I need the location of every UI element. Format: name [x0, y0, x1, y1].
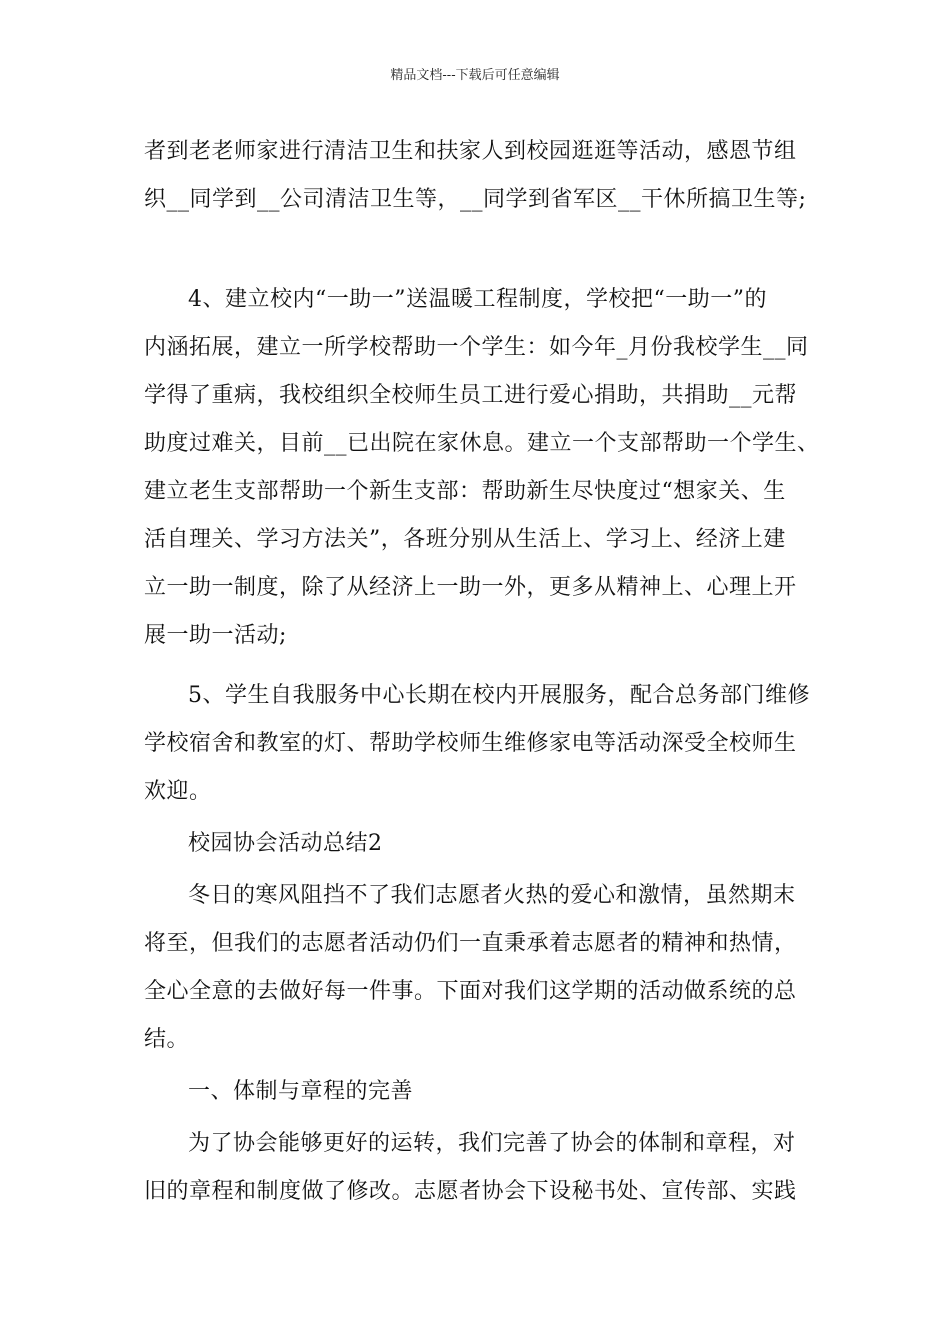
text-line: 一、体制与章程的完善 [188, 1079, 414, 1104]
text-line: 助度过难关，目前__已出院在家休息。建立一个支部帮助一个学生、 [144, 431, 820, 456]
paragraph-intro [144, 872, 824, 1064]
page-header: 精品文档---下载后可任意编辑 [390, 68, 560, 83]
text-line: 欢迎。 [144, 779, 212, 804]
paragraph-item-5 [144, 672, 824, 816]
text-line: 内涵拓展，建立一所学校帮助一个学生：如今年_月份我校学生__同 [144, 335, 809, 360]
text-line: 为了协会能够更好的运转，我们完善了协会的体制和章程，对 [188, 1131, 796, 1156]
paragraph-body [144, 1120, 824, 1216]
text-line: 织__同学到__公司清洁卫生等，__同学到省军区__干休所搞卫生等; [144, 187, 807, 212]
text-line: 活自理关、学习方法关”，各班分别从生活上、学习上、经济上建 [144, 527, 786, 552]
section-title [144, 820, 824, 868]
text-line: 建立老生支部帮助一个新生支部：帮助新生尽快度过“想家关、生 [144, 479, 786, 504]
text-line: 结。 [144, 1027, 190, 1052]
subsection-heading [144, 1068, 824, 1116]
text-line: 展一助一活动; [144, 623, 287, 648]
text-line: 学校宿舍和教室的灯、帮助学校师生维修家电等活动深受全校师生 [144, 731, 797, 756]
text-line: 4、建立校内“一助一”送温暖工程制度，学校把“一助一”的 [188, 287, 767, 312]
text-line: 旧的章程和制度做了修改。志愿者协会下设秘书处、宣传部、实践 [144, 1179, 797, 1204]
paragraph-continuation [144, 128, 824, 224]
text-line: 冬日的寒风阻挡不了我们志愿者火热的爱心和激情，虽然期末 [188, 883, 796, 908]
text-line: 全心全意的去做好每一件事。下面对我们这学期的活动做系统的总 [144, 979, 797, 1004]
text-line: 立一助一制度，除了从经济上一助一外，更多从精神上、心理上开 [144, 575, 797, 600]
paragraph-item-4 [144, 276, 824, 660]
text-line: 校园协会活动总结2 [188, 831, 383, 856]
text-line: 学得了重病，我校组织全校师生员工进行爱心捐助，共捐助__元帮 [144, 383, 798, 408]
text-line: 将至，但我们的志愿者活动仍们一直秉承着志愿者的精神和热情， [144, 931, 797, 956]
text-line: 者到老老师家进行清洁卫生和扶家人到校园逛逛等活动，感恩节组 [144, 139, 797, 164]
text-line: 5、学生自我服务中心长期在校内开展服务，配合总务部门维修 [188, 683, 810, 708]
